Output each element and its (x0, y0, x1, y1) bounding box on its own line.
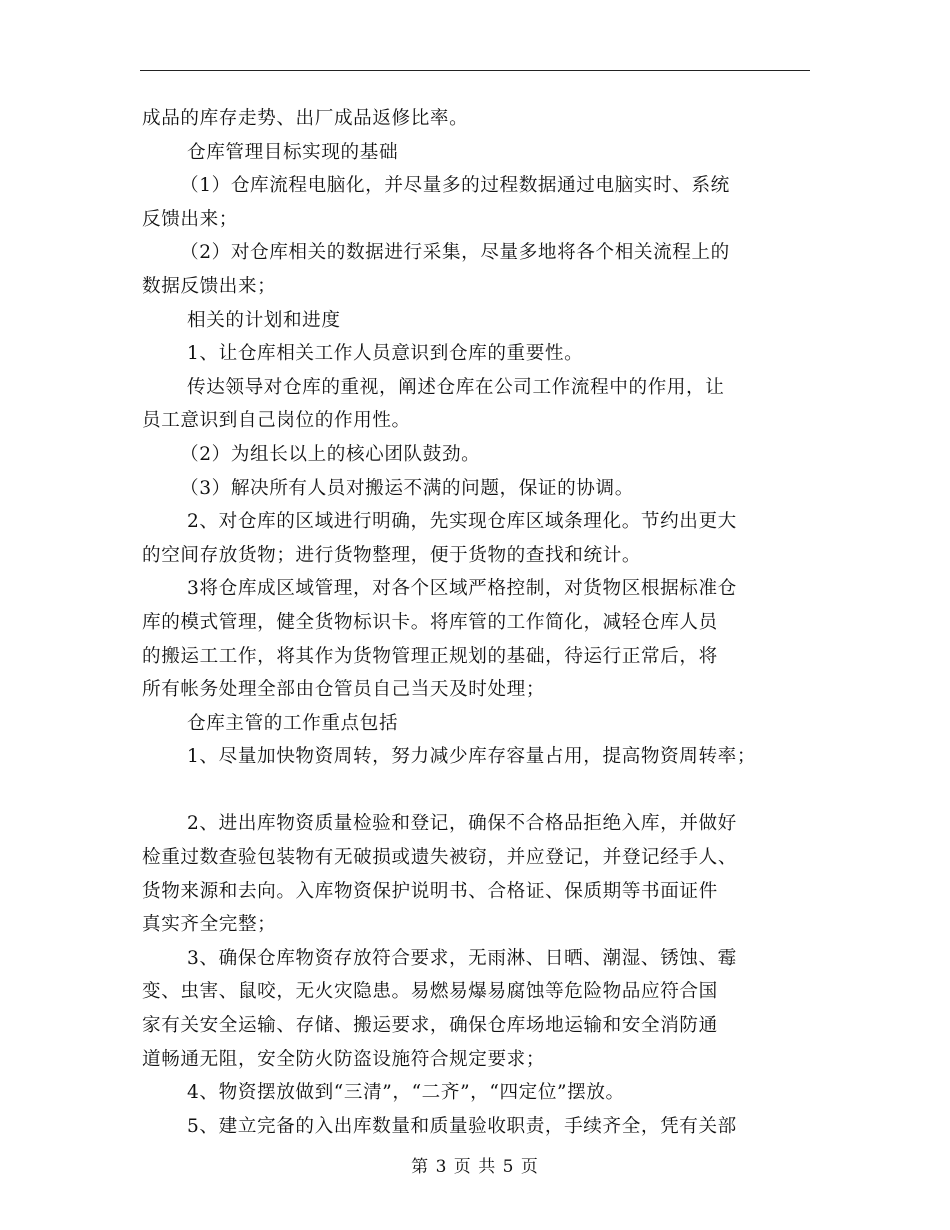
blank-line (142, 774, 818, 808)
paragraph-line: 真实齐全完整； (142, 914, 277, 936)
document-body (142, 102, 818, 1143)
paragraph-line: 道畅通无阻，安全防火防盗设施符合规定要求； (142, 1048, 546, 1070)
paragraph-line: 传达领导对仓库的重视，阐述仓库在公司工作流程中的作用，让 (187, 376, 725, 398)
paragraph-line: 员工意识到自己岗位的作用性。 (142, 410, 411, 432)
section-heading: 仓库主管的工作重点包括 (187, 712, 399, 734)
paragraph-line: 3、确保仓库物资存放符合要求，无雨淋、日晒、潮湿、锈蚀、霉 (187, 947, 737, 969)
header-rule (140, 70, 810, 71)
paragraph-line: 数据反馈出来； (142, 275, 277, 297)
paragraph-line: 2、对仓库的区域进行明确，先实现仓库区域条理化。节约出更大 (187, 511, 737, 533)
paragraph-line: 1、尽量加快物资周转，努力减少库存容量占用，提高物资周转率； (187, 746, 757, 768)
paragraph-line: （2）为组长以上的核心团队鼓劲。 (180, 443, 481, 465)
paragraph-line: 3将仓库成区域管理，对各个区域严格控制，对货物区根据标准仓 (187, 578, 737, 600)
page-footer: 第 3 页 共 5 页 (411, 1157, 539, 1177)
paragraph-line: 成品的库存走势、出厂成品返修比率。 (142, 108, 469, 129)
paragraph-line: （3）解决所有人员对搬运不满的问题，保证的协调。 (180, 477, 634, 499)
paragraph-line: 货物来源和去向。入库物资保护说明书、合格证、保质期等书面证件 (142, 880, 718, 902)
paragraph-line: 4、物资摆放做到“三清”，“二齐”，“四定位”摆放。 (187, 1082, 625, 1104)
paragraph-line: 的空间存放货物；进行货物整理，便于货物的查找和统计。 (142, 544, 642, 566)
paragraph-line: 反馈出来； (142, 208, 238, 230)
paragraph-line: 1、让仓库相关工作人员意识到仓库的重要性。 (187, 343, 584, 365)
paragraph-line: 变、虫害、鼠咬，无火灾隐患。易燃易爆易腐蚀等危险物品应符合国 (142, 981, 718, 1003)
paragraph-line: 所有帐务处理全部由仓管员自己当天及时处理； (142, 679, 546, 701)
paragraph-line: 库的模式管理，健全货物标识卡。将库管的工作简化，减轻仓库人员 (142, 611, 718, 633)
paragraph-line: 的搬运工工作，将其作为货物管理正规划的基础，待运行正常后，将 (142, 645, 718, 667)
paragraph-line: 家有关安全运输、存储、搬运要求，确保仓库场地运输和安全消防通 (142, 1015, 718, 1037)
paragraph-line: （1）仓库流程电脑化，并尽量多的过程数据通过电脑实时、系统 (180, 175, 730, 197)
paragraph-line: 检重过数查验包装物有无破损或遗失被窃，并应登记，并登记经手人、 (142, 847, 738, 869)
section-heading: 相关的计划和进度 (187, 309, 341, 331)
paragraph-line: （2）对仓库相关的数据进行采集，尽量多地将各个相关流程上的 (180, 242, 730, 264)
paragraph-line: 5、建立完备的入出库数量和质量验收职责，手续齐全，凭有关部 (187, 1115, 737, 1137)
section-heading: 仓库管理目标实现的基础 (187, 141, 399, 163)
paragraph-line: 2、进出库物资质量检验和登记，确保不合格品拒绝入库，并做好 (187, 813, 737, 835)
